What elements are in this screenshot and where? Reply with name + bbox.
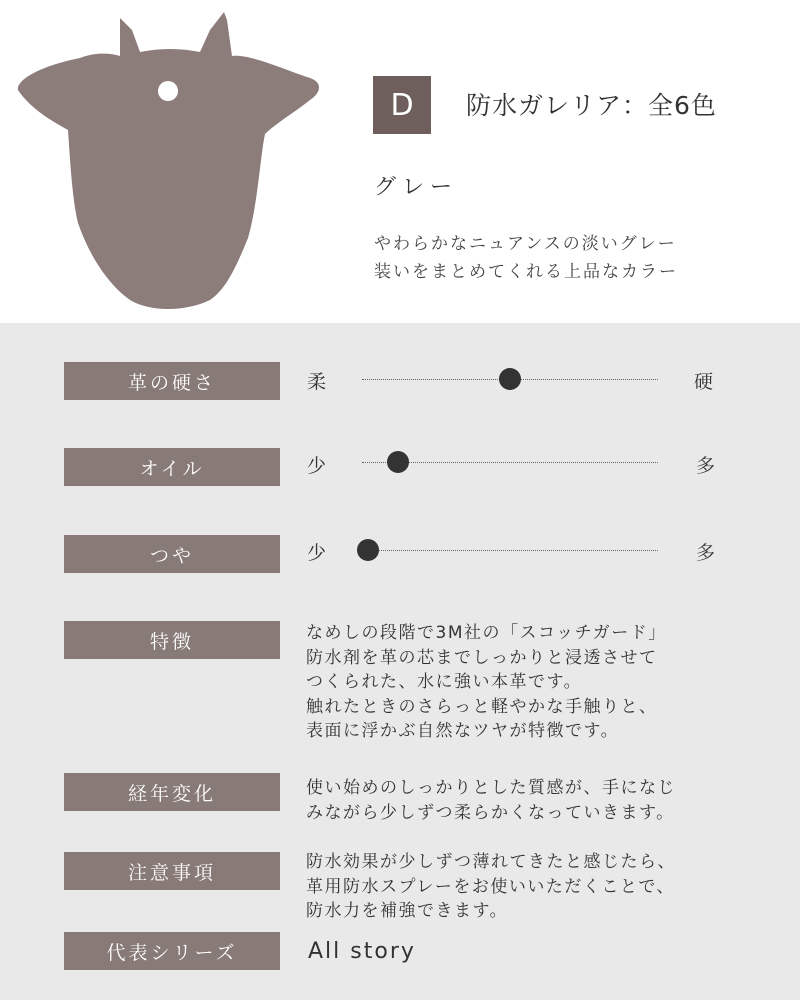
series-value: All story	[308, 939, 416, 964]
gloss-scale-indicator	[357, 539, 379, 561]
features-line: つくられた、水に強い本革です。	[306, 672, 583, 692]
features-line: 防水剤を革の芯までしっかりと浸透させて	[306, 647, 658, 668]
header-section	[0, 0, 800, 323]
aging-text	[306, 776, 676, 825]
caution-label: 注意事項	[64, 852, 280, 890]
features-label: 特徴	[64, 621, 280, 659]
features-line: 触れたときのさらっと軽やかな手触りと、	[306, 696, 658, 717]
oil-scale-max: 多	[696, 455, 716, 477]
hardness-label: 革の硬さ	[64, 362, 280, 400]
aging-line: みながら少しずつ柔らかくなっていきます。	[306, 802, 675, 823]
swatch-hole	[158, 81, 178, 101]
gloss-scale-track	[362, 550, 658, 551]
cow-shaped-leather-swatch	[18, 12, 319, 309]
oil-scale-min: 少	[307, 455, 327, 477]
aging-line: 使い始めのしっかりとした質感が、手になじ	[306, 778, 676, 798]
caution-text	[306, 850, 676, 924]
features-line: 表面に浮かぶ自然なツヤが特徴です。	[306, 721, 620, 741]
series-label: 代表シリーズ	[64, 932, 280, 970]
features-line: なめしの段階で3M社の「スコッチガード」	[306, 623, 667, 643]
aging-label: 経年変化	[64, 773, 280, 811]
gloss-label: つや	[64, 535, 280, 573]
hardness-scale-indicator	[499, 368, 521, 390]
caution-line: 防水力を補強できます。	[306, 901, 509, 921]
description-line: 装いをまとめてくれる上品なカラー	[374, 262, 678, 282]
caution-line: 革用防水スプレーをお使いいただくことで、	[306, 876, 675, 897]
oil-label: オイル	[64, 448, 280, 486]
color-name: グレー	[374, 175, 459, 200]
oil-scale-indicator	[387, 451, 409, 473]
hardness-scale-max: 硬	[694, 371, 714, 393]
caution-line: 防水効果が少しずつ薄れてきたと感じたら、	[306, 852, 676, 872]
description-line: やわらかなニュアンスの淡いグレー	[374, 234, 677, 254]
gloss-scale-min: 少	[307, 542, 327, 564]
gloss-scale-max: 多	[696, 542, 716, 564]
product-title: 防水ガレリア：全6色	[466, 91, 717, 120]
hardness-scale-min: 柔	[307, 371, 327, 393]
color-code-badge: D	[373, 76, 431, 134]
features-text	[306, 621, 667, 744]
color-description	[374, 230, 678, 286]
leather-swatch-image	[10, 8, 330, 318]
